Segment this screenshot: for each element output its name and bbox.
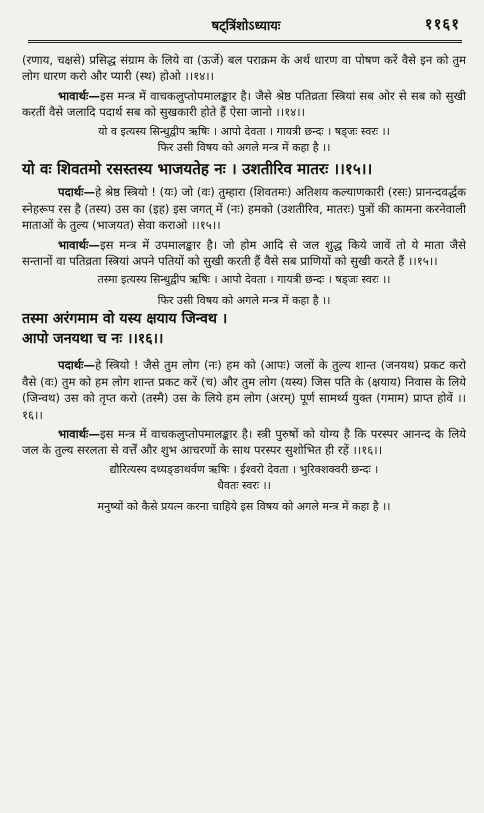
padartha-text: हे श्रेष्ठ स्त्रियो ! (यः) जो (वः) तुम्हारा (शिवतमः) अतिशय कल्याणकारी (रसः) प्रानन्दवर्द्धक स्नेहरूप रस है (तस्य) उस का (इह) इस जगत् में (नः) हमको (उशतीरिव, मातरः) पुत्रों की कामना करनेवाली माताओं के तुल्य (भाजयत) सेवा कराओ ।।१५।। <box>22 185 466 233</box>
verse-line: आपो जनयथा च नः ।।१६।। <box>22 331 164 348</box>
chapter-title: षट्त्रिंशोऽध्यायः <box>211 19 281 34</box>
bhavartha-text: इस मन्त्र में वाचकलुप्तोपमालङ्कार है। जैसे श्रेष्ठ पतिव्रता स्त्रियां सब ओर से सब को सुखी करतीं वैसे जलादि पदार्थ सब को सुखकारी होते हैं ऐसा जानो ।।१४।। <box>22 88 466 120</box>
page-number: ११६१ <box>424 15 460 33</box>
page-header <box>28 16 464 38</box>
padartha-label: पदार्थः— <box>58 185 96 200</box>
intro-line: फिर उसी विषय को अगले मन्त्र में कहा है ।। <box>157 141 331 155</box>
padartha-label: पदार्थः— <box>58 358 96 373</box>
bhavartha-text: इस मन्त्र में उपमालङ्कार है। जो होम आदि से जल शुद्ध किये जावें तो ये माता जैसे सन्तानों वा पतिव्रता स्त्रियां अपने पतियों को सुखी करती हैं वैसे सब प्राणियों को सुखी करते हैं ।।१५।। <box>22 237 466 269</box>
padartha-text: हे स्त्रियो ! जैसे तुम लोग (नः) हम को (आपः) जलों के तुल्य शान्त (जनयथ) प्रकट करो वैसे (वः) तुम को हम लोग शान्त प्रकट करें (च) और तुम लोग (यस्य) जिस पति के (क्षयाय) निवास के लिये (जिन्वथ) उस को तृप्त करो (तस्मै) उस के लिये हम लोग (अरम्) पूर्ण सामर्थ्य युक्त (गमाम) प्राप्त होवें ।।१६।। <box>22 358 466 422</box>
page-body <box>22 52 466 803</box>
mantra-meta: द्यौरित्यस्य दध्यङ्ङाथर्वण ऋषिः । ईश्वरो देवता । भुरिक्शक्वरी छन्दः । <box>109 462 379 476</box>
bhavartha-label: भावार्थः— <box>58 237 100 252</box>
header-rule <box>28 40 462 43</box>
mantra-meta: तस्मा इत्यस्य सिन्धुद्वीप ऋषिः । आपो देवता । गायत्री छन्दः । षड्जः स्वरः ।। <box>97 273 391 287</box>
paragraph-continuation: (रणाय, चक्षसे) प्रसिद्ध संग्राम के लिये वा (ऊर्जे) बल पराक्रम के अर्थ धारण वा पोषण करें वैसे इन को तुम लोग धारण करो और प्यारी (स्थ) होओ ।।१४।। <box>22 53 466 84</box>
intro-line: मनुष्यों को कैसे प्रयत्न करना चाहिये इस विषय को अगले मन्त्र में कहा है ।। <box>97 499 391 513</box>
bhavartha-paragraph <box>22 426 466 459</box>
mantra-meta: यो व इत्यस्य सिन्धुद्वीप ऋषिः । आपो देवता । गायत्री छन्दः । षड्जः स्वरः ।। <box>98 124 390 138</box>
intro-line: फिर उसी विषय को अगले मन्त्र में कहा है ।। <box>157 293 331 307</box>
bhavartha-label: भावार्थः— <box>58 426 100 441</box>
mantra-meta: धैवतः स्वरः ।। <box>217 479 271 493</box>
bhavartha-text: इस मन्त्र में वाचकलुप्तोपमालङ्कार है। स्त्री पुरुषों को योग्य है कि परस्पर आनन्द के लिये जल के तुल्य सरलता से वर्त्तें और शुभ आचरणों के साथ परस्पर सुशोभित ही रहें ।।१६।। <box>22 426 466 458</box>
bhavartha-paragraph <box>22 237 466 270</box>
verse-line: तस्मा अरंगमाम वो यस्य क्षयाय जिन्वथ । <box>22 311 228 328</box>
verse-line: यो वः शिवतमो रसस्तस्य भाजयतेह नः । उशतीरिव मातरः ।।१५।। <box>22 160 373 179</box>
padartha-paragraph <box>22 184 466 233</box>
padartha-paragraph <box>22 357 466 423</box>
bhavartha-label: भावार्थः— <box>58 88 100 103</box>
bhavartha-paragraph <box>22 88 466 121</box>
